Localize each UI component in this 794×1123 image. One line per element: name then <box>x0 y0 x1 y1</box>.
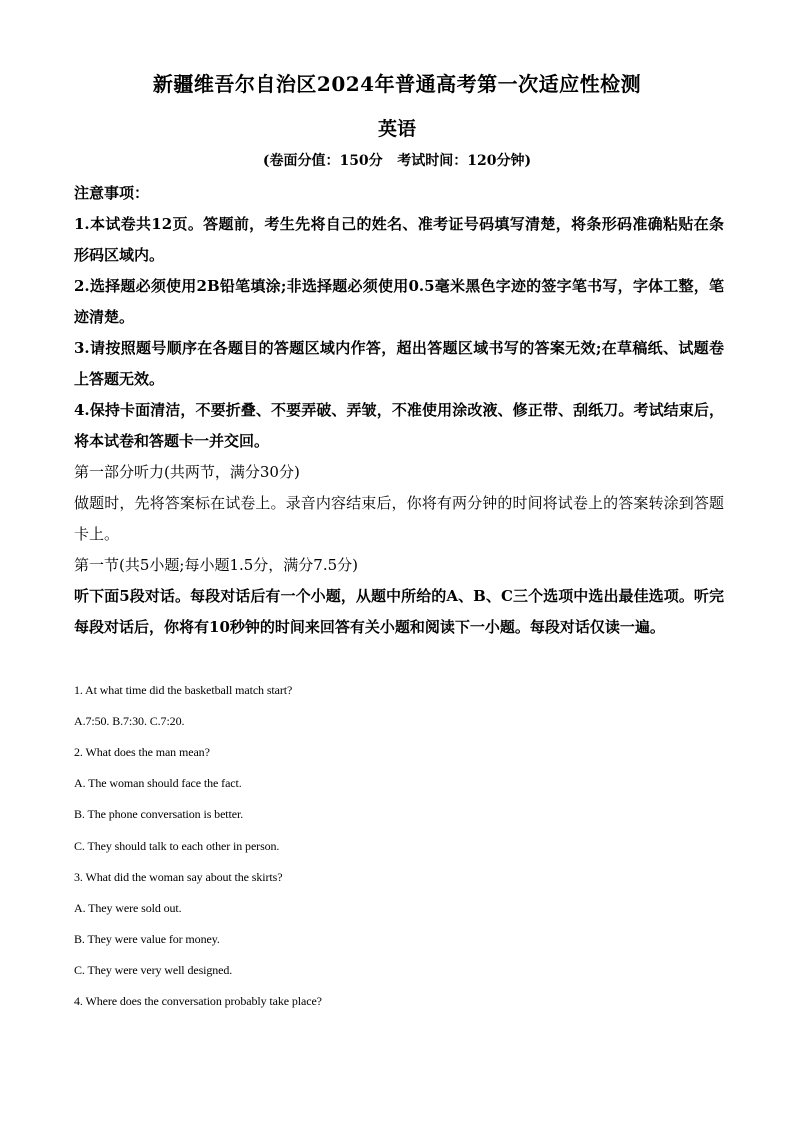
section1-heading: 第一节(共5小题;每小题1.5分，满分7.5分) <box>74 556 359 574</box>
notice-item-4: 4.保持卡面清洁，不要折叠、不要弄破、弄皱，不准使用涂改液、修正带、刮纸刀。考试结束后，将本试卷和答题卡一并交回。 <box>74 401 724 450</box>
question-3-option-c: C. They were very well designed. <box>74 963 233 977</box>
question-4: 4. Where does the conversation probably take place? <box>74 994 322 1008</box>
notice-heading: 注意事项： <box>74 184 150 202</box>
subject-title: 英语 <box>377 118 416 140</box>
question-1: 1. At what time did the basketball match start? <box>74 683 293 697</box>
exam-title: 新疆维吾尔自治区2024年普通高考第一次适应性检测 <box>152 72 642 96</box>
question-3-option-a: A. They were sold out. <box>74 901 182 915</box>
question-2-option-b: B. The phone conversation is better. <box>74 807 244 821</box>
part1-instruction: 做题时，先将答案标在试卷上。录音内容结束后，你将有两分钟的时间将试卷上的答案转涂到答题卡上。 <box>74 494 724 543</box>
question-2-option-c: C. They should talk to each other in person. <box>74 839 280 853</box>
section1-instruction: 听下面5段对话。每段对话后有一个小题，从题中所给的A、B、C三个选项中选出最佳选项。听完每段对话后，你将有10秒钟的时间来回答有关小题和阅读下一小题。每段对话仅读一遍。 <box>74 587 724 636</box>
question-3: 3. What did the woman say about the skirts? <box>74 870 283 884</box>
question-1-options: A.7:50. B.7:30. C.7:20. <box>74 714 185 728</box>
notice-item-2: 2.选择题必须使用2B铅笔填涂;非选择题必须使用0.5毫米黑色字迹的签字笔书写，字体工整，笔迹清楚。 <box>74 277 724 326</box>
question-2-option-a: A. The woman should face the fact. <box>74 776 242 790</box>
notice-item-3: 3.请按照题号顺序在各题目的答题区域内作答，超出答题区域书写的答案无效;在草稿纸、试题卷上答题无效。 <box>74 339 724 388</box>
part1-heading: 第一部分听力(共两节，满分30分) <box>74 463 300 481</box>
exam-meta: (卷面分值：150分 考试时间：120分钟) <box>262 153 532 169</box>
notice-item-1: 1.本试卷共12页。答题前，考生先将自己的姓名、准考证号码填写清楚，将条形码准确粘贴在条形码区域内。 <box>74 215 724 264</box>
question-3-option-b: B. They were value for money. <box>74 932 220 946</box>
question-2: 2. What does the man mean? <box>74 745 210 759</box>
